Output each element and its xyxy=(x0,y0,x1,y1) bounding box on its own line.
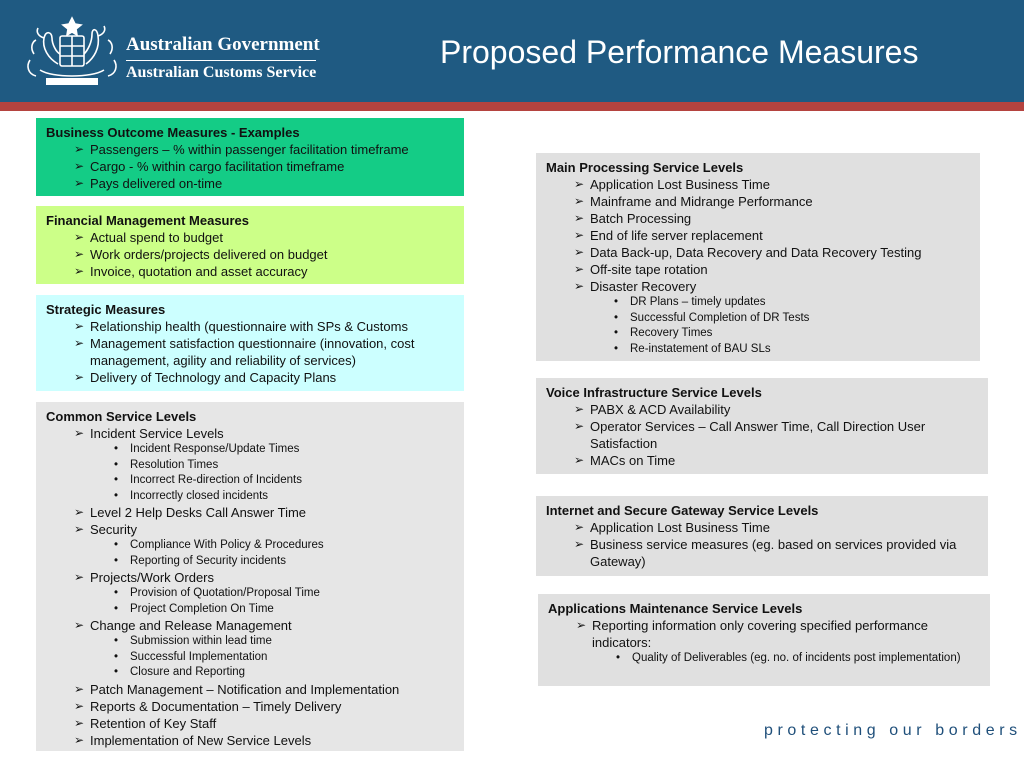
dot-bullet-icon: • xyxy=(614,311,619,324)
sub-list-item xyxy=(114,473,454,489)
list-item-label: Invoice, quotation and asset accuracy xyxy=(90,264,308,279)
item-list xyxy=(46,229,454,280)
arrow-bullet-icon: ➢ xyxy=(74,247,85,261)
header-band xyxy=(0,0,1024,102)
arrow-bullet-icon: ➢ xyxy=(74,426,85,440)
box-title: Business Outcome Measures - Examples xyxy=(46,125,300,140)
sub-list-item xyxy=(114,665,454,681)
dot-bullet-icon: • xyxy=(114,474,119,486)
sub-list-item-label: Project Completion On Time xyxy=(130,602,274,615)
arrow-bullet-icon: ➢ xyxy=(74,715,85,730)
arrow-bullet-icon: ➢ xyxy=(574,520,585,534)
agency-name: Australian Customs Service xyxy=(126,64,317,81)
list-item xyxy=(74,617,454,681)
voice-infrastructure-box xyxy=(536,378,988,474)
list-item xyxy=(574,519,978,536)
list-item-label: PABX & ACD Availability xyxy=(590,402,731,417)
sub-list-item-label: Quality of Deliverables (eg. no. of incidents post implementation) xyxy=(632,652,961,664)
arrow-bullet-icon: ➢ xyxy=(74,159,85,173)
sub-list-item xyxy=(114,442,454,458)
sub-list-item-label: Incident Response/Update Times xyxy=(130,443,300,455)
sub-list-item-label: Incorrectly closed incidents xyxy=(130,489,269,502)
dot-bullet-icon: • xyxy=(114,587,119,599)
header-stripe xyxy=(0,102,1024,111)
list-item-label: Application Lost Business Time xyxy=(590,520,770,535)
list-item xyxy=(74,229,454,246)
list-item xyxy=(574,278,970,357)
list-item xyxy=(74,715,454,732)
arrow-bullet-icon: ➢ xyxy=(74,732,85,747)
list-item-label: Incident Service Levels xyxy=(90,426,224,441)
list-item xyxy=(574,418,978,452)
sub-list-item-label: Submission within lead time xyxy=(130,635,272,647)
sub-list-item-label: Re-instatement of BAU SLs xyxy=(630,342,771,355)
arrow-bullet-icon: ➢ xyxy=(74,522,85,536)
sub-list-item-label: Resolution Times xyxy=(130,458,219,471)
arrow-bullet-icon: ➢ xyxy=(574,245,585,259)
arrow-bullet-icon: ➢ xyxy=(574,402,585,416)
arrow-bullet-icon: ➢ xyxy=(574,279,585,293)
dot-bullet-icon: • xyxy=(114,443,119,455)
item-list xyxy=(46,141,454,192)
dot-bullet-icon: • xyxy=(616,652,621,664)
list-item xyxy=(74,246,454,263)
list-item-label: Projects/Work Orders xyxy=(90,570,215,585)
sub-list-item xyxy=(114,602,454,618)
item-list xyxy=(46,318,454,386)
arrow-bullet-icon: ➢ xyxy=(74,681,85,696)
arrow-bullet-icon: ➢ xyxy=(74,142,85,156)
arrow-bullet-icon: ➢ xyxy=(574,211,585,225)
dot-bullet-icon: • xyxy=(614,327,619,339)
arrow-bullet-icon: ➢ xyxy=(574,194,585,208)
list-item xyxy=(74,318,454,335)
list-item xyxy=(74,369,454,386)
sub-list-item-label: Recovery Times xyxy=(630,327,713,339)
list-item-label: Retention of Key Staff xyxy=(90,715,217,731)
box-title: Voice Infrastructure Service Levels xyxy=(546,385,762,400)
sub-list-item xyxy=(114,586,454,602)
list-item-label: Security xyxy=(90,522,137,537)
list-item xyxy=(74,263,454,280)
list-item-label: Business service measures (eg. based on services provided via Gateway) xyxy=(590,537,957,569)
arrow-bullet-icon: ➢ xyxy=(74,336,85,350)
sub-list-item xyxy=(614,326,970,342)
dot-bullet-icon: • xyxy=(114,635,119,647)
sub-list-item xyxy=(114,554,454,570)
common-service-levels-box xyxy=(36,402,464,751)
list-item-label: Level 2 Help Desks Call Answer Time xyxy=(90,505,307,520)
list-item xyxy=(574,261,970,278)
sub-list-item-label: Incorrect Re-direction of Incidents xyxy=(130,474,302,486)
dot-bullet-icon: • xyxy=(114,554,119,567)
sub-list xyxy=(90,586,454,617)
dot-bullet-icon: • xyxy=(114,539,119,551)
sub-list-item xyxy=(614,342,970,358)
list-item xyxy=(574,244,970,261)
sub-list-item-label: Provision of Quotation/Proposal Time xyxy=(130,587,320,599)
government-name: Australian Government xyxy=(126,34,320,55)
list-item xyxy=(574,536,978,570)
list-item-label: Batch Processing xyxy=(590,211,692,226)
dot-bullet-icon: • xyxy=(114,650,119,663)
dot-bullet-icon: • xyxy=(614,296,619,308)
slide-title: Proposed Performance Measures xyxy=(440,34,919,70)
box-title: Applications Maintenance Service Levels xyxy=(548,601,803,616)
list-item-label: Work orders/projects delivered on budget xyxy=(90,247,328,262)
arrow-bullet-icon: ➢ xyxy=(74,505,85,519)
list-item xyxy=(74,504,454,521)
arrow-bullet-icon: ➢ xyxy=(74,319,85,333)
arrow-bullet-icon: ➢ xyxy=(74,698,85,713)
applications-maintenance-box xyxy=(538,594,990,686)
list-item xyxy=(74,141,454,158)
sub-list-item-label: Successful Implementation xyxy=(130,650,268,663)
financial-management-box xyxy=(36,206,464,284)
list-item-label: Relationship health (questionnaire with SPs & Customs xyxy=(90,319,408,334)
sub-list-item-label: DR Plans – timely updates xyxy=(630,296,766,308)
sub-list xyxy=(90,442,454,504)
footer-tagline: protecting our borders xyxy=(764,722,1022,739)
item-list xyxy=(46,425,454,749)
list-item-label: End of life server replacement xyxy=(590,228,763,243)
sub-list-item-label: Compliance With Policy & Procedures xyxy=(130,539,324,551)
list-item-label: MACs on Time xyxy=(590,453,676,468)
dot-bullet-icon: • xyxy=(114,602,119,615)
list-item-label: Pays delivered on-time xyxy=(90,176,223,191)
item-list xyxy=(546,401,978,469)
arrow-bullet-icon: ➢ xyxy=(74,570,85,584)
arrow-bullet-icon: ➢ xyxy=(74,230,85,244)
list-item xyxy=(74,521,454,569)
arrow-bullet-icon: ➢ xyxy=(576,618,587,632)
list-item xyxy=(74,175,454,192)
sub-list-item-label: Successful Completion of DR Tests xyxy=(630,311,810,324)
dot-bullet-icon: • xyxy=(114,458,119,471)
list-item-label: Reports & Documentation – Timely Delivery xyxy=(90,698,342,714)
arrow-bullet-icon: ➢ xyxy=(74,264,85,278)
box-title: Main Processing Service Levels xyxy=(546,160,744,175)
coat-of-arms-icon xyxy=(22,14,122,88)
list-item-label: Operator Services – Call Answer Time, Call Direction User Satisfaction xyxy=(590,419,926,451)
list-item-label: Change and Release Management xyxy=(90,618,292,633)
internet-gateway-box xyxy=(536,496,988,576)
dot-bullet-icon: • xyxy=(614,342,619,355)
sub-list-item-label: Closure and Reporting xyxy=(130,666,246,678)
list-item xyxy=(574,210,970,227)
arrow-bullet-icon: ➢ xyxy=(574,262,585,276)
sub-list-item xyxy=(114,458,454,474)
sub-list xyxy=(90,634,454,681)
sub-list-item xyxy=(114,650,454,666)
list-item xyxy=(574,227,970,244)
list-item xyxy=(74,681,454,698)
list-item-label: Actual spend to budget xyxy=(90,230,223,245)
list-item xyxy=(576,617,980,667)
list-item xyxy=(574,193,970,210)
list-item-label: Reporting information only covering specified performance indicators: xyxy=(592,618,929,650)
sub-list-item xyxy=(114,489,454,505)
list-item xyxy=(74,569,454,617)
sub-list-item xyxy=(114,634,454,650)
list-item xyxy=(74,335,454,369)
list-item-label: Management satisfaction questionnaire (innovation, cost management, agility and reliability of services) xyxy=(90,336,415,368)
sub-list-item xyxy=(614,295,970,311)
list-item-label: Disaster Recovery xyxy=(590,279,697,294)
list-item xyxy=(74,732,454,749)
arrow-bullet-icon: ➢ xyxy=(574,177,585,191)
arrow-bullet-icon: ➢ xyxy=(574,453,585,467)
list-item xyxy=(574,401,978,418)
sub-list xyxy=(90,538,454,569)
item-list xyxy=(546,519,978,570)
box-title: Strategic Measures xyxy=(46,302,166,317)
arrow-bullet-icon: ➢ xyxy=(74,370,85,384)
arrow-bullet-icon: ➢ xyxy=(574,419,585,433)
list-item-label: Data Back-up, Data Recovery and Data Recovery Testing xyxy=(590,245,922,260)
business-outcome-box xyxy=(36,118,464,196)
list-item-label: Passengers – % within passenger facilitation timeframe xyxy=(90,142,409,157)
item-list xyxy=(548,617,980,667)
sub-list-item-label: Reporting of Security incidents xyxy=(130,554,286,567)
arrow-bullet-icon: ➢ xyxy=(574,228,585,242)
list-item-label: Mainframe and Midrange Performance xyxy=(590,194,813,209)
list-item xyxy=(74,698,454,715)
arrow-bullet-icon: ➢ xyxy=(574,537,585,551)
list-item-label: Delivery of Technology and Capacity Plans xyxy=(90,370,337,385)
dot-bullet-icon: • xyxy=(114,489,119,502)
list-item-label: Patch Management – Notification and Implementation xyxy=(90,681,400,697)
box-title: Common Service Levels xyxy=(46,409,197,424)
sub-list-item xyxy=(616,651,980,667)
list-item xyxy=(574,176,970,193)
list-item-label: Cargo - % within cargo facilitation timeframe xyxy=(90,159,345,174)
arrow-bullet-icon: ➢ xyxy=(74,176,85,190)
list-item-label: Off-site tape rotation xyxy=(590,262,708,277)
box-title: Internet and Secure Gateway Service Levels xyxy=(546,503,819,518)
sub-list xyxy=(592,651,980,667)
sub-list-item xyxy=(114,538,454,554)
main-processing-box xyxy=(536,153,980,361)
sub-list-item xyxy=(614,311,970,327)
header-divider xyxy=(126,60,316,61)
list-item xyxy=(74,158,454,175)
list-item-label: Application Lost Business Time xyxy=(590,177,770,192)
list-item xyxy=(74,425,454,504)
list-item-label: Implementation of New Service Levels xyxy=(90,732,312,748)
sub-list xyxy=(590,295,970,357)
list-item xyxy=(574,452,978,469)
strategic-measures-box xyxy=(36,295,464,391)
arrow-bullet-icon: ➢ xyxy=(74,618,85,632)
item-list xyxy=(546,176,970,357)
dot-bullet-icon: • xyxy=(114,666,119,678)
box-title: Financial Management Measures xyxy=(46,213,250,228)
